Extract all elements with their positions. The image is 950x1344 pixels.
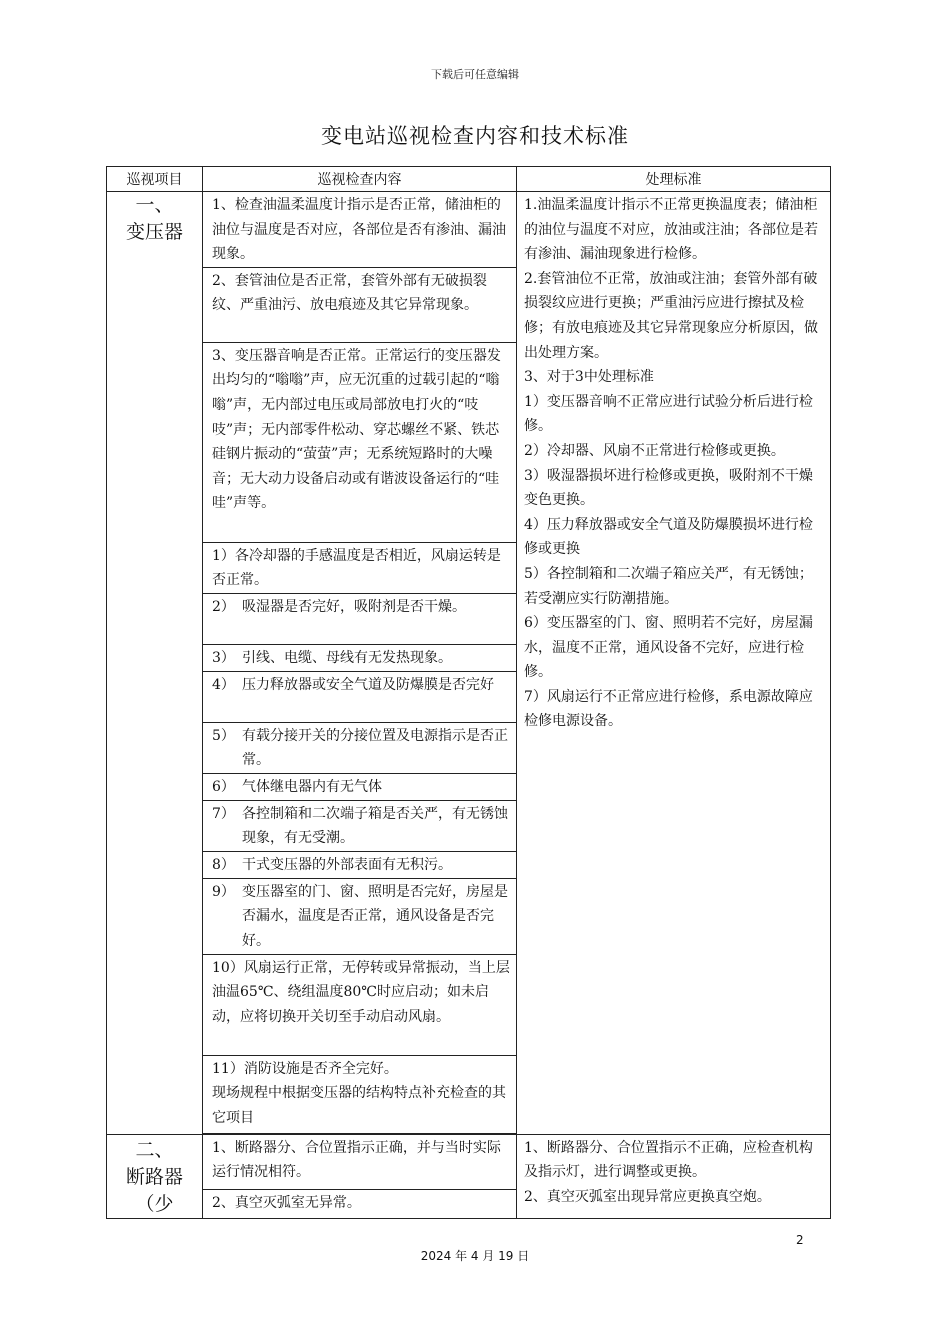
standard-line: 7）风扇运行不正常应进行检修，系电源故障应检修电源设备。 [524,688,813,730]
standard-line: 2）冷却器、风扇不正常进行检修或更换。 [524,442,785,459]
page-number: 2 [796,1233,804,1247]
column-header-content: 巡视检查内容 [203,167,517,192]
content-cell: 10）风扇运行正常，无停转或异常振动，当上层油温65℃、绕组温度80℃时应启动；如未启动，应将切换开关切至手动启动风扇。 [203,954,517,1055]
content-cell: 6） 气体继电器内有无气体 [203,773,517,800]
content-cell: 11）消防设施是否齐全完好。 现场规程中根据变压器的结构特点补充检查的其它项目 [203,1055,517,1133]
content-cell: 1、断路器分、合位置指示正确，并与当时实际运行情况相符。 [203,1134,517,1189]
category-transformer: 一、 变压器 [107,192,203,1135]
content-cell: 2、套管油位是否正常，套管外部有无破损裂纹、严重油污、放电痕迹及其它异常现象。 [203,267,517,342]
content-cell: 9） 变压器室的门、窗、照明是否完好，房屋是否漏水，温度是否正常，通风设备是否完好。 [203,878,517,954]
content-cell: 3、变压器音响是否正常。正常运行的变压器发出均匀的“嗡嗡”声，应无沉重的过载引起的“嗡嗡”声，无内部过电压或局部放电打火的“吱吱”声；无内部零件松动、穿芯螺丝不紧、铁芯硅钢片振动的“萤萤”声；无系统短路时的大噪音；无大动力设备启动或有谐波设备运行的“哇哇”声等。 [203,342,517,542]
inspection-table [106,166,831,1219]
standard-line: 2.套管油位不正常，放油或注油；套管外部有破损裂纹应进行更换；严重油污应进行擦拭及检修；有放电痕迹及其它异常现象应分析原因，做出处理方案。 [524,270,818,361]
content-cell: 8） 干式变压器的外部表面有无积污。 [203,851,517,878]
standard-line: 2、真空灭弧室出现异常应更换真空炮。 [524,1188,771,1205]
content-cell: 5） 有载分接开关的分接位置及电源指示是否正常。 [203,722,517,773]
standard-line: 3）吸湿器损坏进行检修或更换，吸附剂不干燥变色更换。 [524,467,813,509]
content-cell: 2、真空灭弧室无异常。 [203,1189,517,1218]
standard-cell-breaker [517,1134,831,1218]
standard-line: 5）各控制箱和二次端子箱应关严，有无锈蚀；若受潮应实行防潮措施。 [524,565,813,607]
standard-line: 1）变压器音响不正常应进行试验分析后进行检修。 [524,393,813,435]
content-cell: 4） 压力释放器或安全气道及防爆膜是否完好 [203,671,517,722]
content-cell: 1）各冷却器的手感温度是否相近，风扇运转是否正常。 [203,542,517,593]
standard-line: 1.油温柔温度计指示不正常更换温度表；储油柜的油位与温度不对应，放油或注油；各部位是若有渗油、漏油现象进行检修。 [524,197,818,263]
header-note: 下载后可任意编辑 [431,68,519,81]
content-cell: 2） 吸湿器是否完好，吸附剂是否干燥。 [203,593,517,644]
table-row [107,1134,831,1189]
standard-line: 1、断路器分、合位置指示不正确，应检查机构及指示灯，进行调整或更换。 [524,1139,813,1181]
category-circuit-breaker: 二、 断路器 （少 [107,1134,203,1218]
column-header-standard: 处理标准 [517,167,831,192]
table-row [107,192,831,268]
standard-cell-transformer [517,192,831,1135]
content-cell: 3） 引线、电缆、母线有无发热现象。 [203,644,517,671]
standard-line: 3、对于3中处理标准 [524,369,654,386]
content-cell: 7） 各控制箱和二次端子箱是否关严，有无锈蚀现象，有无受潮。 [203,800,517,851]
column-header-item: 巡视项目 [107,167,203,192]
standard-line: 6）变压器室的门、窗、照明若不完好，房屋漏水，温度不正常，通风设备不完好，应进行检修。 [524,615,813,681]
standard-line: 4）压力释放器或安全气道及防爆膜损坏进行检修或更换 [524,516,813,558]
content-cell: 1、检查油温柔温度计指示是否正常，储油柜的油位与温度是否对应，各部位是否有渗油、漏油现象。 [203,192,517,268]
table-header-row [107,167,831,192]
footer-date: 2024 年 4 月 19 日 [420,1249,530,1263]
document-title: 变电站巡视检查内容和技术标准 [321,124,629,148]
